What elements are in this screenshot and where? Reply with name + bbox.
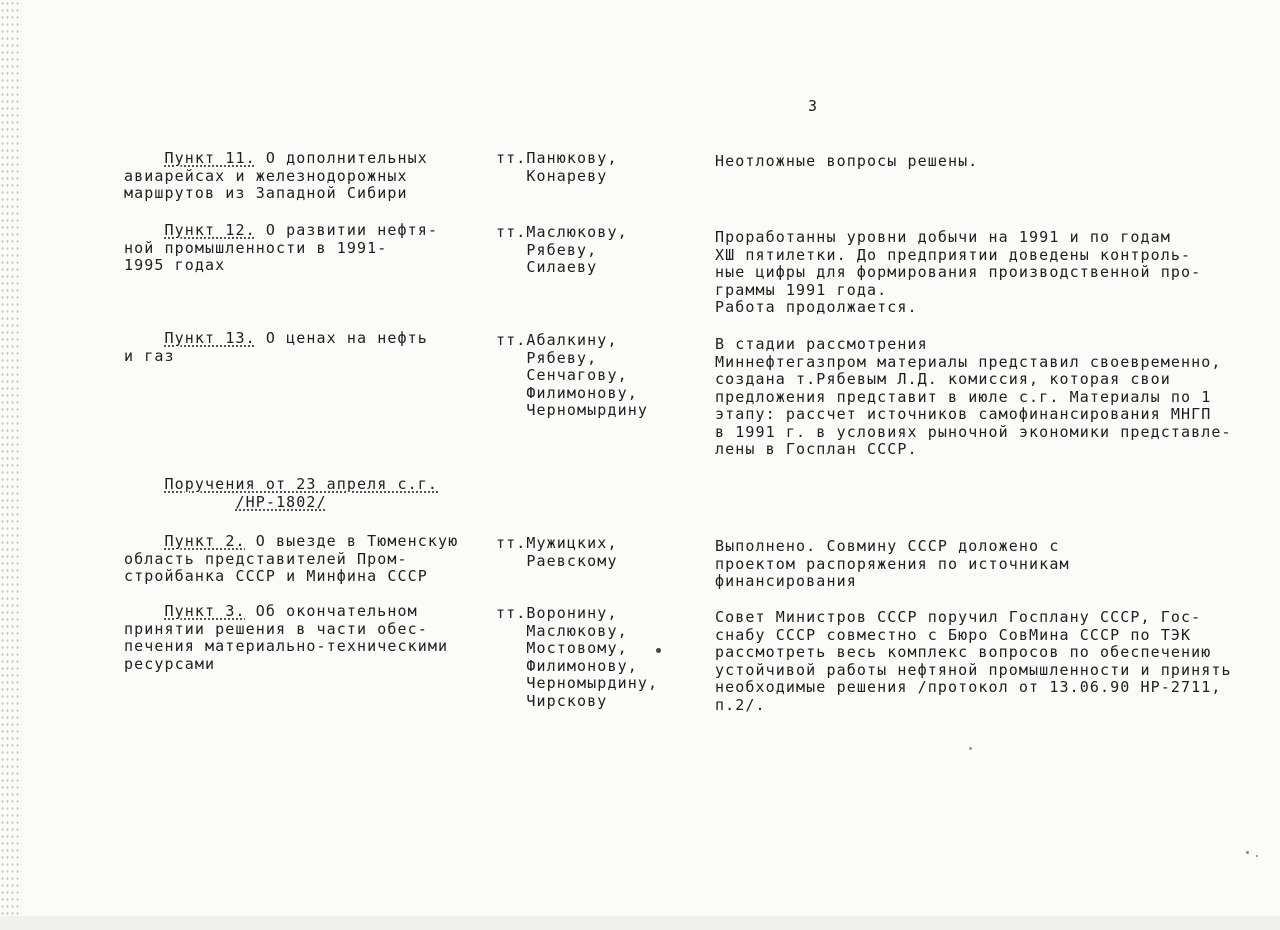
item-label: Пункт 11. [164, 149, 256, 167]
scan-edge-noise [0, 0, 22, 930]
scan-speck [1256, 855, 1258, 857]
addressees-11: тт.Панюкову, Конареву [496, 149, 618, 185]
addressees-12: тт.Маслюкову, Рябеву, Силаеву [496, 223, 628, 276]
scan-speck [1246, 851, 1249, 854]
status-12: Проработанны уровни добычи на 1991 и по годам ХШ пятилетки. До предприятии доведены контроль- ные цифры для формирования производственной про- граммы 1991 года. Работа продолжается. [715, 228, 1202, 316]
page-number: 3 [808, 97, 818, 115]
item-text-2: Пункт 2. О выезде в Тюменскую область представителей Пром- стройбанка СССР и Минфина СССР [124, 532, 459, 585]
status-3: Совет Министров СССР поручил Госплану СССР, Гос- снабу СССР совместно с Бюро СовМина СССР по ТЭК рассмотреть весь комплекс вопросов по обеспечению устойчивой работы нефтяной промышленности и принять необходимые решения /протокол от 13.06.90 НР-2711, п.2/. [715, 608, 1232, 714]
scan-bottom-edge [0, 916, 1280, 930]
addressees-13: тт.Абалкину, Рябеву, Сенчагову, Филимонову, Черномырдину [496, 331, 648, 419]
scan-speck [656, 648, 661, 653]
section-heading: Поручения от 23 апреля с.г. /НР-1802/ [164, 475, 439, 511]
status-11: Неотложные вопросы решены. [715, 152, 979, 170]
item-label: Пункт 12. [164, 221, 256, 239]
item-text-3: Пункт 3. Об окончательном принятии решения в части обес- печения материально-техническими ресурсами [124, 602, 449, 673]
addressees-3: тт.Воронину, Маслюкову, Мостовому, Филимонову, Черномырдину, Чирскову [496, 604, 659, 710]
status-2: Выполнено. Совмину СССР доложено с проектом распоряжения по источникам финансирования [715, 537, 1070, 590]
item-label: Пункт 13. [164, 329, 256, 347]
item-text-12: Пункт 12. О развитии нефтя- ной промышленности в 1991- 1995 годах [124, 221, 439, 274]
scan-speck [969, 747, 972, 750]
status-13: В стадии рассмотрения Миннефтегазпром материалы представил своевременно, создана т.Рябевым Л.Д. комиссия, которая свои предложения представит в июле с.г. Материалы по 1 этапу: рассчет источников самофинансирования МНГП в 1991 г. в условиях рыночной экономики представле- лены в Госплан СССР. [715, 335, 1232, 458]
addressees-2: тт.Мужицких, Раевскому [496, 534, 618, 570]
item-text-11: Пункт 11. О дополнительных авиарейсах и железнодорожных маршрутов из Западной Сибири [124, 149, 428, 202]
item-label: Пункт 2. [164, 532, 246, 550]
item-label: Пункт 3. [164, 602, 246, 620]
item-text-13: Пункт 13. О ценах на нефть и газ [124, 329, 428, 365]
